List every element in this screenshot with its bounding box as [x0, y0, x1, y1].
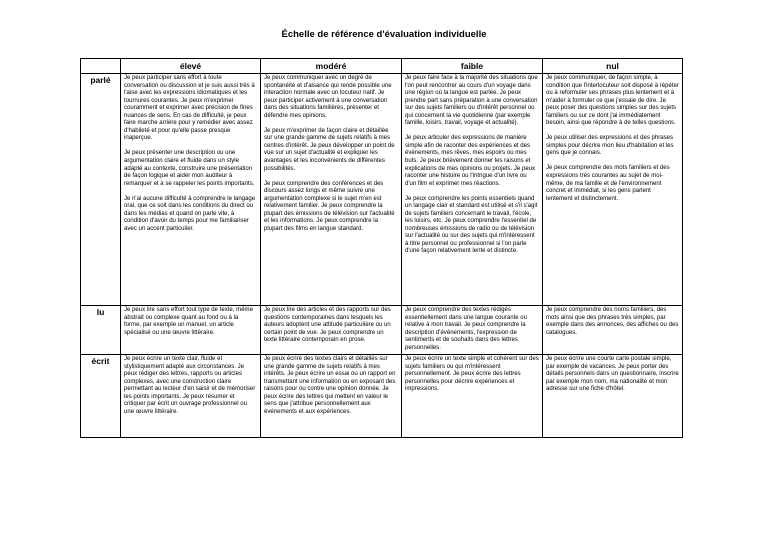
paragraph: Je peux comprendre des mots familiers et des expressions très courantes au sujet de moi-même, de ma famille et de l'environnement concret et immédiat, si les gens parlent lentement et distinctement.	[546, 165, 670, 202]
paragraph: Je peux écrire une courte carte postale simple, par exemple de vacances. Je peux porter des détails personnels dans un questionnaire, inscrire par exemple mon nom, ma nationalité et mon adresse sur une fiche d'hôtel.	[546, 356, 679, 393]
cell-parle-faible	[402, 74, 543, 306]
row-ecrit	[81, 355, 683, 438]
corner-cell	[81, 59, 121, 74]
evaluation-table	[80, 58, 683, 438]
paragraph: Je n'ai aucune difficulté à comprendre le langage oral, que ce soit dans les conditions du direct ou dans les médias et quand on parle vite, à condition d'avoir du temps pour me familiariser avec un accent particulier.	[124, 195, 256, 232]
cell-ecrit-faible	[402, 355, 543, 438]
paragraph: Je peux m'exprimer de façon claire et détaillée sur une grande gamme de sujets relatifs à mes centres d'intérêt. Je peux développer un point de vue sur un sujet d'actualité et expliquer les avantages et les inconvénients de différentes possibilités.	[264, 127, 395, 172]
paragraph: Je peux communiquer avec un degré de spontanéité et d'aisance qui rende possible une interaction normale avec un locuteur natif. Je peux participer activement à une conversation dans des situations familières, présenter et défendre mes opinions.	[264, 75, 392, 119]
paragraph: Je peux articuler des expressions de manière simple afin de raconter des expériences et des événements, mes rêves, mes espoirs ou mes buts. Je peux brièvement donner les raisons et explications de mes opinions ou projets. Je peux raconter une histoire ou l'intrigue d'un livre ou d'un film et exprimer mes réactions.	[405, 135, 536, 187]
page-title: Échelle de référence d'évaluation individuelle	[281, 29, 487, 40]
column-header-modere: modéré	[261, 59, 402, 74]
cell-ecrit-nul	[543, 355, 683, 438]
cell-ecrit-modere	[261, 355, 402, 438]
column-header-faible: faible	[402, 59, 543, 74]
cell-lu-modere	[261, 306, 402, 355]
column-header-nul: nul	[543, 59, 683, 74]
paragraph: Je peux communiquer, de façon simple, à condition que l'interlocuteur soit disposé à répéter ou à reformuler ses phrases plus lentement et à m'aider à formuler ce que j'essaie de dire. Je peux poser des questions simples sur des sujets familiers ou sur ce dont j'ai immédiatement besoin, ainsi que répondre à de telles questions.	[546, 75, 679, 127]
row-label-parle: parlé	[81, 74, 121, 306]
cell-lu-eleve	[121, 306, 261, 355]
paragraph: Je peux écrire un texte simple et cohérent sur des sujets familiers ou qui m'intéressent personnellement. Je peux écrire des lettres personnelles pour décrire expériences et impressions.	[405, 356, 539, 393]
paragraph: Je peux comprendre des conférences et des discours assez longs et même suivre une argumentation complexe si le sujet m'en est relativement familier. Je peux comprendre la plupart des émissions de télévision sur l'actualité et les informations. Je peux comprendre la plupart des films en langue standard.	[264, 180, 395, 232]
cell-parle-eleve	[121, 74, 261, 306]
paragraph: Je peux faire face à la majorité des situations que l'on peut rencontrer au cours d'un voyage dans une région où la langue est parlée. Je peux prendre part sans préparation à une conversation sur des sujets familiers ou d'intérêt personnel ou qui concernent la vie quotidienne (par exemple famille, loisirs, travail, voyage et actualité).	[405, 75, 538, 127]
row-parle	[81, 74, 683, 306]
cell-lu-faible	[402, 306, 543, 355]
paragraph: Je peux comprendre les points essentiels quand un langage clair et standard est utilisé et s'il s'agit de sujets familiers concernant le travail, l'école, les loisirs, etc. Je peux comprendre l'essentiel de nombreuses émissions de radio ou de télévision sur l'actualité ou sur des sujets qui m'intéressent à titre personnel ou professionnel si l'on parle d'une façon relativement lente et distincte.	[405, 195, 538, 255]
paragraph: Je peux écrire un texte clair, fluide et stylistiquement adapté aux circonstances. Je peux rédiger des lettres, rapports ou articles complexes, avec une construction claire permettant au lecteur d'en saisir et de mémoriser les points importants. Je peux résumer et critiquer par écrit un ouvrage professionnel ou une œuvre littéraire.	[124, 356, 256, 415]
row-label-ecrit: écrit	[81, 355, 121, 438]
header-row	[81, 59, 683, 74]
cell-parle-nul	[543, 74, 683, 306]
paragraph: Je peux écrire des textes clairs et détaillés sur une grande gamme de sujets relatifs à mes intérêts. Je peux écrire un essai ou un rapport en transmettant une information ou en exposant des raisons pour ou contre une opinion donnée. Je peux écrire des lettres qui mettent en valeur le sens que j'attribue personnellement aux événements et aux expériences.	[264, 356, 396, 415]
row-lu	[81, 306, 683, 355]
paragraph: Je peux lire des articles et des rapports sur des questions contemporaines dans lesquels les auteurs adoptent une attitude particulière ou un certain point de vue. Je peux comprendre un texte littéraire contemporain en prose.	[264, 307, 391, 344]
cell-ecrit-eleve	[121, 355, 261, 438]
paragraph: Je peux comprendre des noms familiers, des mots ainsi que des phrases très simples, par exemple dans des annonces, des affiches ou des catalogues.	[546, 307, 679, 336]
paragraph: Je peux lire sans effort tout type de texte, même abstrait ou complexe quant au fond ou à la forme, par exemple un manuel, un article spécialisé ou une œuvre littéraire.	[124, 307, 253, 336]
cell-parle-modere	[261, 74, 402, 306]
paragraph: Je peux comprendre des textes rédigés essentiellement dans une langue courante ou relative à mon travail. Je peux comprendre la description d'événements, l'expression de sentiments et de souhaits dans des lettres personnelles.	[405, 307, 528, 351]
row-label-lu: lu	[81, 306, 121, 355]
paragraph: Je peux présenter une description ou une argumentation claire et fluide dans un style adapté au contexte, construire une présentation de façon logique et aider mon auditeur à remarquer et à se rappeler les points importants.	[124, 150, 255, 187]
paragraph: Je peux participer sans effort à toute conversation ou discussion et je suis aussi très à l'aise avec les expressions idiomatiques et les tournures courantes. Je peux m'exprimer couramment et exprimer avec précision de fines nuances de sens. En cas de difficulté, je peux faire marche arrière pour y remédier avec assez d'habileté et pour qu'elle passe presque inaperçue.	[124, 75, 255, 142]
column-header-eleve: élevé	[121, 59, 261, 74]
cell-lu-nul	[543, 306, 683, 355]
paragraph: Je peux utiliser des expressions et des phrases simples pour décrire mon lieu d'habitation et les gens que je connais.	[546, 135, 674, 157]
